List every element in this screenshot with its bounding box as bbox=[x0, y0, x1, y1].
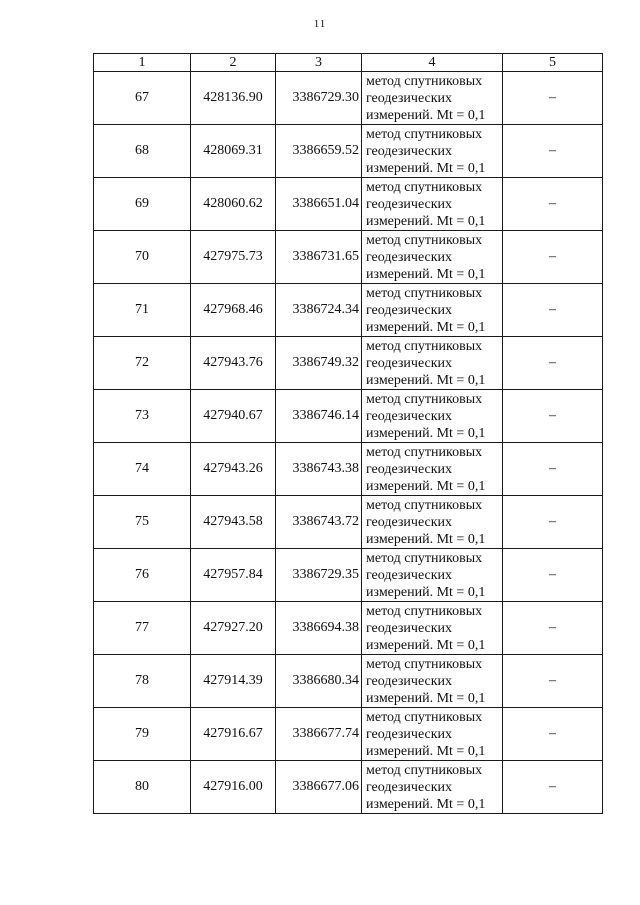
column-header-3: 3 bbox=[276, 54, 362, 72]
method-line: геодезических bbox=[366, 620, 453, 636]
method-line: измерений. Mt = 0,1 bbox=[366, 107, 486, 123]
column-header-1: 1 bbox=[94, 54, 191, 72]
coordinate-y-cell: 3386743.38 bbox=[276, 443, 362, 496]
method-line: измерений. Mt = 0,1 bbox=[366, 743, 486, 759]
method-line: измерений. Mt = 0,1 bbox=[366, 531, 486, 547]
coordinate-x-cell: 427914.39 bbox=[191, 655, 276, 708]
table-row bbox=[94, 708, 603, 761]
method-line: геодезических bbox=[366, 514, 453, 530]
method-cell bbox=[362, 549, 503, 602]
method-line: измерений. Mt = 0,1 bbox=[366, 213, 486, 229]
coordinate-y-cell: 3386694.38 bbox=[276, 602, 362, 655]
column-header-4: 4 bbox=[362, 54, 503, 72]
method-cell bbox=[362, 390, 503, 443]
column-header-2: 2 bbox=[191, 54, 276, 72]
method-line: геодезических bbox=[366, 196, 453, 212]
method-line: измерений. Mt = 0,1 bbox=[366, 478, 486, 494]
coordinate-x-cell: 427927.20 bbox=[191, 602, 276, 655]
coordinate-y-cell: 3386680.34 bbox=[276, 655, 362, 708]
method-line: измерений. Mt = 0,1 bbox=[366, 796, 486, 812]
method-line: измерений. Mt = 0,1 bbox=[366, 584, 486, 600]
method-line: геодезических bbox=[366, 143, 453, 159]
method-line: измерений. Mt = 0,1 bbox=[366, 425, 486, 441]
method-line: измерений. Mt = 0,1 bbox=[366, 690, 486, 706]
method-cell bbox=[362, 602, 503, 655]
point-number-cell: 77 bbox=[94, 602, 191, 655]
method-line: метод спутниковых bbox=[366, 762, 483, 778]
method-line: геодезических bbox=[366, 355, 453, 371]
method-line: измерений. Mt = 0,1 bbox=[366, 160, 486, 176]
method-line: метод спутниковых bbox=[366, 709, 483, 725]
table-row bbox=[94, 231, 603, 284]
method-line: геодезических bbox=[366, 302, 453, 318]
coordinate-x-cell: 428060.62 bbox=[191, 178, 276, 231]
method-line: метод спутниковых bbox=[366, 232, 483, 248]
column-5-cell: – bbox=[503, 337, 603, 390]
coordinate-y-cell: 3386729.30 bbox=[276, 72, 362, 125]
column-5-cell: – bbox=[503, 602, 603, 655]
coordinate-y-cell: 3386731.65 bbox=[276, 231, 362, 284]
method-cell bbox=[362, 761, 503, 814]
method-line: метод спутниковых bbox=[366, 179, 483, 195]
table-row bbox=[94, 178, 603, 231]
coordinate-y-cell: 3386677.74 bbox=[276, 708, 362, 761]
point-number-cell: 74 bbox=[94, 443, 191, 496]
method-line: метод спутниковых bbox=[366, 603, 483, 619]
point-number-cell: 71 bbox=[94, 284, 191, 337]
method-line: геодезических bbox=[366, 726, 453, 742]
coordinate-x-cell: 427968.46 bbox=[191, 284, 276, 337]
method-cell bbox=[362, 72, 503, 125]
column-5-cell: – bbox=[503, 178, 603, 231]
table-row bbox=[94, 549, 603, 602]
column-5-cell: – bbox=[503, 655, 603, 708]
coordinate-y-cell: 3386659.52 bbox=[276, 125, 362, 178]
method-line: измерений. Mt = 0,1 bbox=[366, 266, 486, 282]
method-cell bbox=[362, 496, 503, 549]
table-body bbox=[94, 72, 603, 814]
method-line: геодезических bbox=[366, 90, 453, 106]
method-line: геодезических bbox=[366, 408, 453, 424]
coordinate-x-cell: 428069.31 bbox=[191, 125, 276, 178]
coordinates-table bbox=[93, 53, 603, 814]
coordinate-y-cell: 3386651.04 bbox=[276, 178, 362, 231]
method-line: метод спутниковых bbox=[366, 285, 483, 301]
coordinate-x-cell: 427943.58 bbox=[191, 496, 276, 549]
method-cell bbox=[362, 178, 503, 231]
method-cell bbox=[362, 231, 503, 284]
method-cell bbox=[362, 708, 503, 761]
method-line: метод спутниковых bbox=[366, 391, 483, 407]
column-5-cell: – bbox=[503, 390, 603, 443]
point-number-cell: 72 bbox=[94, 337, 191, 390]
coordinate-x-cell: 427916.00 bbox=[191, 761, 276, 814]
method-line: геодезических bbox=[366, 461, 453, 477]
table-row bbox=[94, 761, 603, 814]
table-row bbox=[94, 390, 603, 443]
method-line: измерений. Mt = 0,1 bbox=[366, 319, 486, 335]
point-number-cell: 70 bbox=[94, 231, 191, 284]
column-5-cell: – bbox=[503, 72, 603, 125]
table-row bbox=[94, 72, 603, 125]
point-number-cell: 80 bbox=[94, 761, 191, 814]
column-header-5: 5 bbox=[503, 54, 603, 72]
table-row bbox=[94, 337, 603, 390]
coordinate-y-cell: 3386749.32 bbox=[276, 337, 362, 390]
point-number-cell: 68 bbox=[94, 125, 191, 178]
point-number-cell: 69 bbox=[94, 178, 191, 231]
method-cell bbox=[362, 125, 503, 178]
method-line: метод спутниковых bbox=[366, 73, 483, 89]
method-line: измерений. Mt = 0,1 bbox=[366, 372, 486, 388]
point-number-cell: 79 bbox=[94, 708, 191, 761]
point-number-cell: 67 bbox=[94, 72, 191, 125]
method-line: метод спутниковых bbox=[366, 444, 483, 460]
point-number-cell: 76 bbox=[94, 549, 191, 602]
column-5-cell: – bbox=[503, 443, 603, 496]
coordinate-x-cell: 427940.67 bbox=[191, 390, 276, 443]
method-cell bbox=[362, 284, 503, 337]
column-5-cell: – bbox=[503, 496, 603, 549]
method-line: геодезических bbox=[366, 779, 453, 795]
method-line: метод спутниковых bbox=[366, 126, 483, 142]
table-row bbox=[94, 496, 603, 549]
method-line: измерений. Mt = 0,1 bbox=[366, 637, 486, 653]
coordinate-x-cell: 427943.26 bbox=[191, 443, 276, 496]
method-line: метод спутниковых bbox=[366, 656, 483, 672]
method-line: геодезических bbox=[366, 567, 453, 583]
coordinate-y-cell: 3386746.14 bbox=[276, 390, 362, 443]
table-row bbox=[94, 443, 603, 496]
table-row bbox=[94, 655, 603, 708]
point-number-cell: 73 bbox=[94, 390, 191, 443]
column-5-cell: – bbox=[503, 125, 603, 178]
column-5-cell: – bbox=[503, 708, 603, 761]
coordinate-x-cell: 427943.76 bbox=[191, 337, 276, 390]
column-5-cell: – bbox=[503, 231, 603, 284]
column-5-cell: – bbox=[503, 549, 603, 602]
method-cell bbox=[362, 337, 503, 390]
method-line: метод спутниковых bbox=[366, 550, 483, 566]
page-number: 11 bbox=[313, 18, 327, 30]
point-number-cell: 78 bbox=[94, 655, 191, 708]
table-row bbox=[94, 284, 603, 337]
table-row bbox=[94, 602, 603, 655]
coordinate-x-cell: 427957.84 bbox=[191, 549, 276, 602]
method-cell bbox=[362, 443, 503, 496]
method-cell bbox=[362, 655, 503, 708]
table-row bbox=[94, 125, 603, 178]
coordinate-y-cell: 3386677.06 bbox=[276, 761, 362, 814]
coordinate-x-cell: 428136.90 bbox=[191, 72, 276, 125]
column-5-cell: – bbox=[503, 761, 603, 814]
coordinate-y-cell: 3386729.35 bbox=[276, 549, 362, 602]
method-line: геодезических bbox=[366, 673, 453, 689]
method-line: метод спутниковых bbox=[366, 497, 483, 513]
method-line: метод спутниковых bbox=[366, 338, 483, 354]
coordinate-y-cell: 3386724.34 bbox=[276, 284, 362, 337]
table-header-row bbox=[94, 54, 603, 72]
column-5-cell: – bbox=[503, 284, 603, 337]
coordinate-y-cell: 3386743.72 bbox=[276, 496, 362, 549]
point-number-cell: 75 bbox=[94, 496, 191, 549]
coordinate-x-cell: 427916.67 bbox=[191, 708, 276, 761]
method-line: геодезических bbox=[366, 249, 453, 265]
coordinate-x-cell: 427975.73 bbox=[191, 231, 276, 284]
